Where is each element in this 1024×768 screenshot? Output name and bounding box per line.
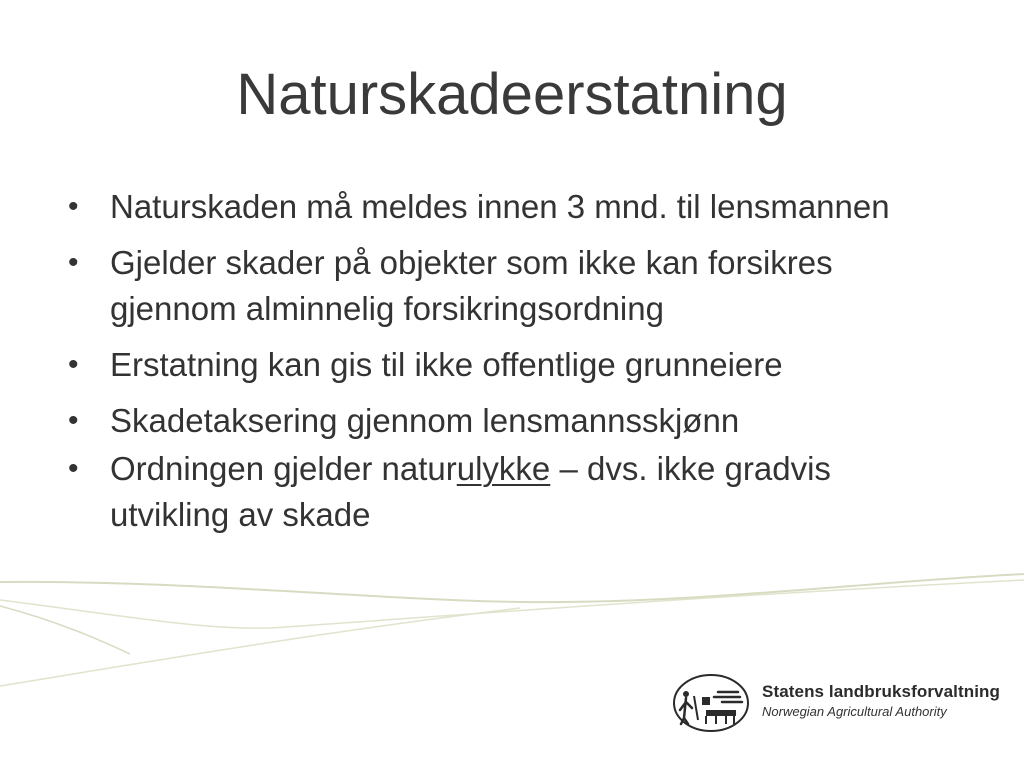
bullet-item: [68, 240, 958, 332]
bullet-text: Skadetaksering gjennom lensmannsskjønn: [110, 402, 740, 439]
bullet-marker: •: [68, 348, 79, 381]
bullet-text: Gjelder skader på objekter som ikke kan forsikres gjennom alminnelig forsikringsordning: [110, 244, 833, 327]
bullet-marker: •: [68, 452, 79, 485]
organization-subtitle: Norwegian Agricultural Authority: [762, 704, 947, 719]
bullet-item: [68, 398, 958, 444]
bullet-item: [68, 342, 958, 388]
bullet-text: Erstatning kan gis til ikke offentlige grunneiere: [110, 346, 783, 383]
bullet-marker: •: [68, 246, 79, 279]
bullet-text-after: – dvs. ikke gradvis utvikling av skade: [110, 450, 831, 533]
bullet-list: [68, 184, 958, 548]
bullet-item: [68, 184, 958, 230]
slide-title: Naturskadeerstatning: [236, 62, 788, 127]
organization-name: Statens landbruksforvaltning: [762, 682, 1001, 701]
agriculture-emblem-icon: [672, 672, 752, 734]
bullet-text-underlined: ulykke: [456, 450, 551, 487]
bullet-text: Naturskaden må meldes innen 3 mnd. til lensmannen: [110, 188, 890, 225]
bullet-text-before: Ordningen gjelder natur: [110, 450, 457, 487]
bullet-marker: •: [68, 190, 79, 223]
organization-logo: [672, 672, 1002, 736]
bullet-marker: •: [68, 404, 79, 437]
bullet-item: [68, 446, 958, 538]
